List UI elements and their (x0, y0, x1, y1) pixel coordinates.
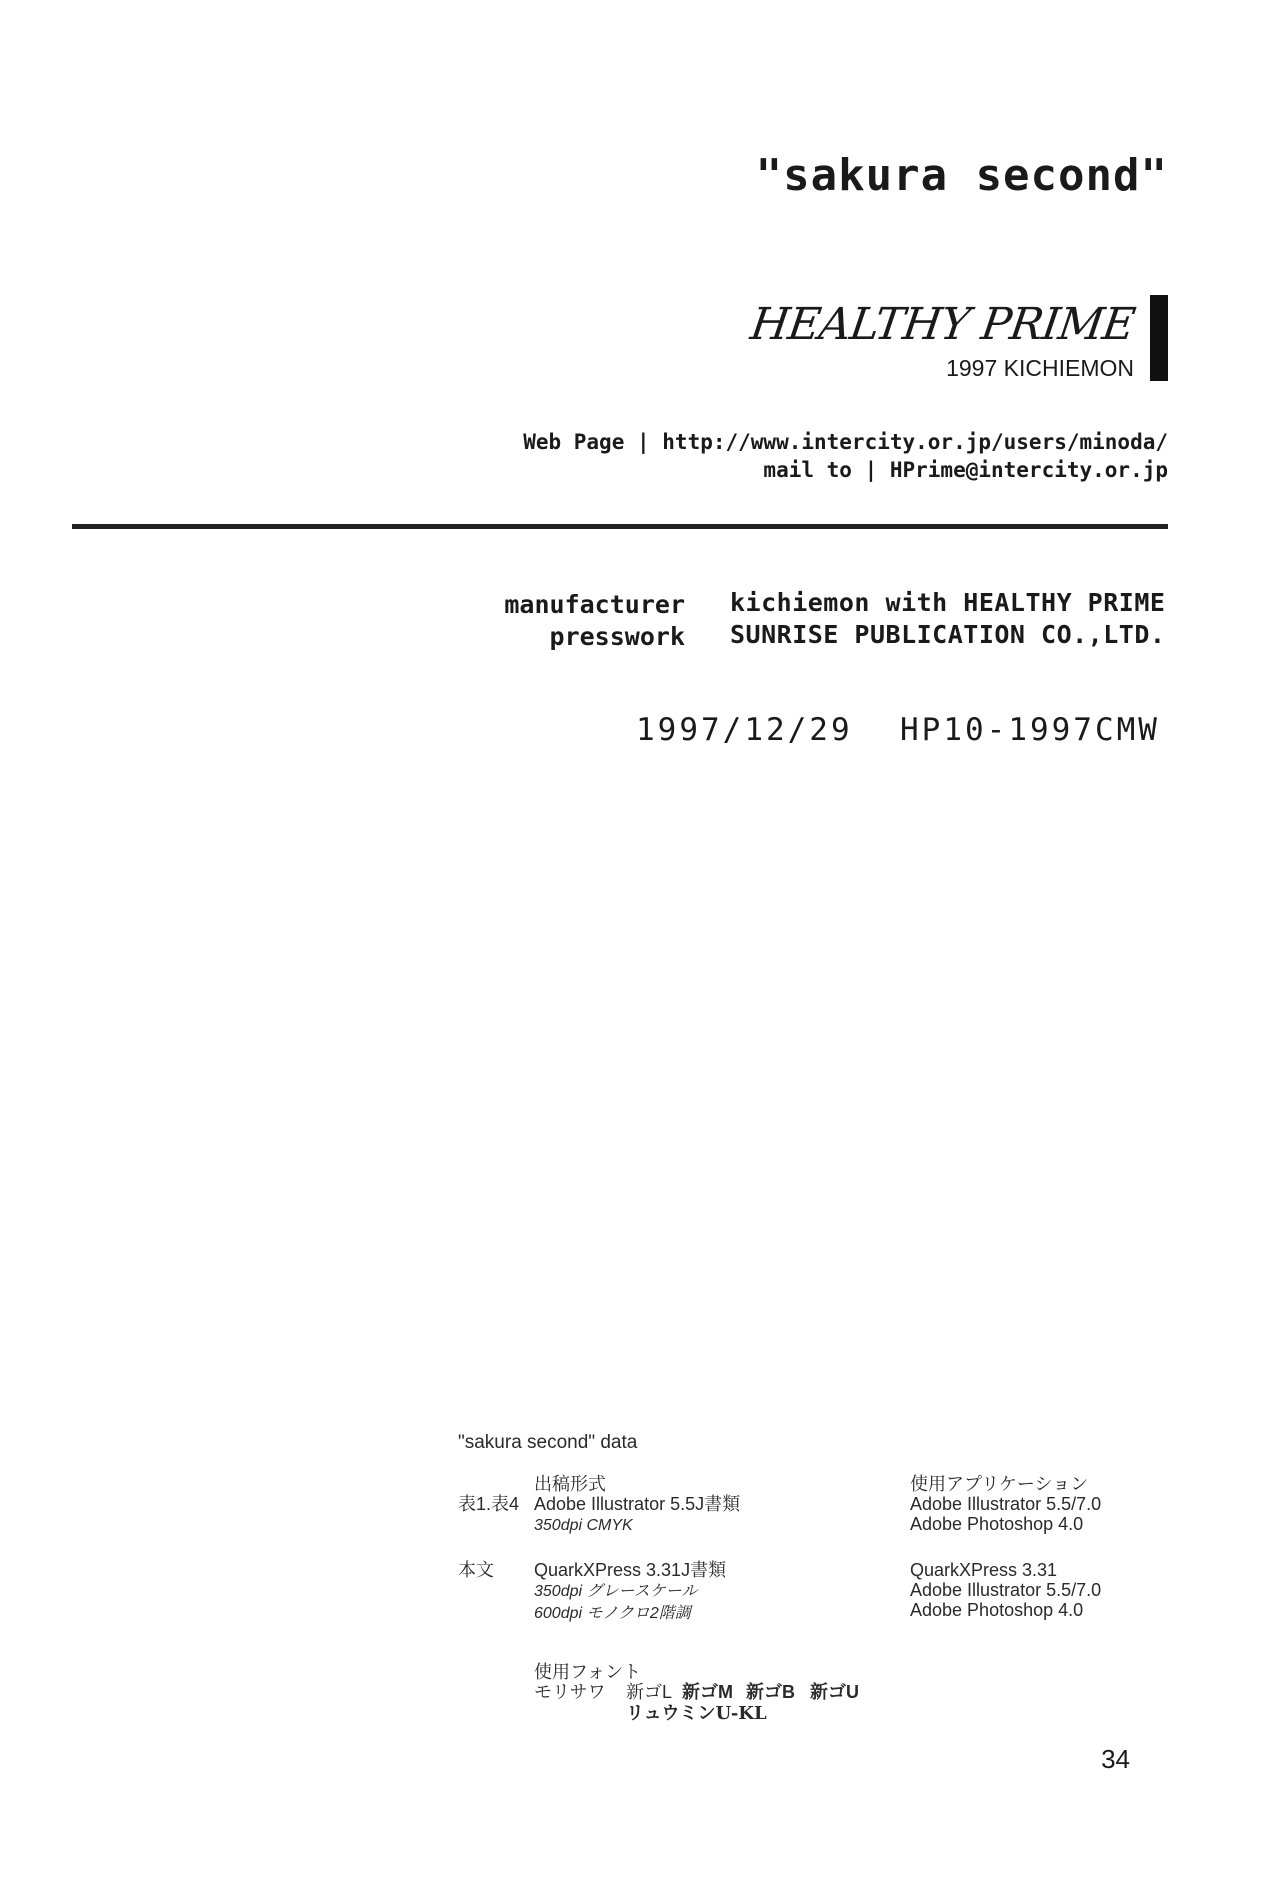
fonts-label: 使用フォント (534, 1662, 642, 1682)
font-shingo-m: 新ゴM (682, 1682, 733, 1702)
fonts-maker: モリサワ (534, 1682, 606, 1702)
credit-value-manufacturer: kichiemon with HEALTHY PRIME (730, 588, 1166, 617)
font-shingo-l: 新ゴL (626, 1682, 673, 1702)
output-format-label: 出稿形式 (534, 1474, 606, 1494)
logo-bar (1150, 295, 1168, 381)
font-ryumin: リュウミンU-KL (626, 1703, 767, 1724)
horizontal-rule (72, 524, 1168, 529)
body-label: 本文 (458, 1560, 494, 1580)
credit-value-presswork: SUNRISE PUBLICATION CO.,LTD. (730, 620, 1166, 649)
cover-label: 表1.表4 (458, 1494, 520, 1514)
web-page-line: Web Page | http://www.intercity.or.jp/users/minoda/ (523, 430, 1168, 454)
credit-label-presswork: presswork (549, 622, 685, 651)
apps-body-3: Adobe Photoshop 4.0 (910, 1600, 1084, 1620)
page-number: 34 (1101, 1744, 1130, 1774)
font-shingo-u: 新ゴU (810, 1682, 859, 1702)
cover-spec: 350dpi CMYK (534, 1517, 633, 1534)
apps-cover-2: Adobe Photoshop 4.0 (910, 1514, 1084, 1534)
product-code: HP10-1997CMW (900, 712, 1160, 748)
mail-line: mail to | HPrime@intercity.or.jp (763, 458, 1168, 482)
data-title: "sakura second" data (458, 1432, 638, 1453)
release-date: 1997/12/29 (636, 712, 853, 748)
apps-body-1: QuarkXPress 3.31 (910, 1560, 1058, 1580)
apps-label: 使用アプリケーション (910, 1474, 1089, 1494)
body-app: QuarkXPress 3.31J書類 (534, 1560, 727, 1580)
production-data-block (458, 1432, 1158, 1732)
body-spec-2: 600dpi モノクロ2階調 (534, 1605, 691, 1622)
logo-subtitle: 1997 KICHIEMON (946, 355, 1134, 381)
logo-brand-text: HEALTHY PRIME (747, 299, 1138, 350)
book-title: "sakura second" (755, 150, 1168, 201)
body-spec-1: 350dpi グレースケール (534, 1583, 698, 1600)
healthy-prime-logo (747, 295, 1168, 385)
cover-app: Adobe Illustrator 5.5J書類 (534, 1494, 741, 1514)
credit-label-manufacturer: manufacturer (504, 590, 685, 619)
apps-body-2: Adobe Illustrator 5.5/7.0 (910, 1580, 1102, 1600)
font-shingo-b: 新ゴB (746, 1682, 795, 1702)
apps-cover-1: Adobe Illustrator 5.5/7.0 (910, 1494, 1102, 1514)
